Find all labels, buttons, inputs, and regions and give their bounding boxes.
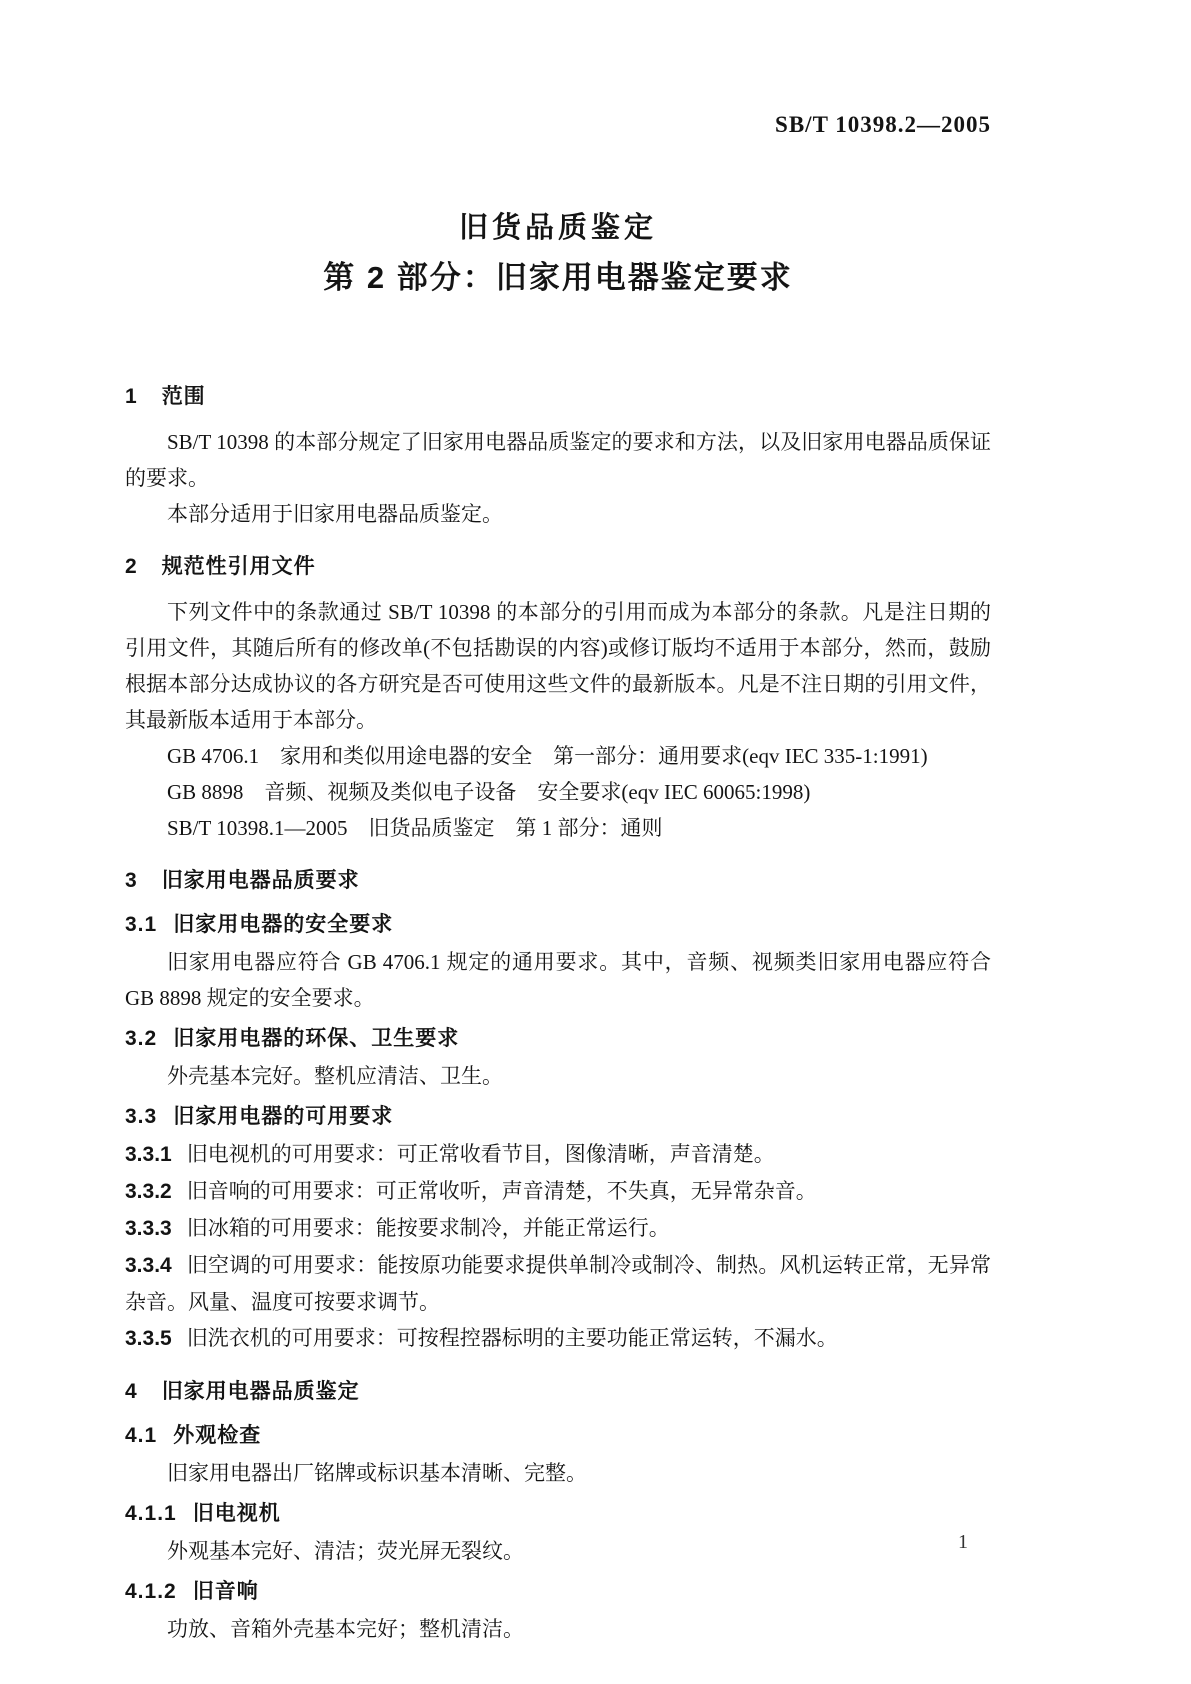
section-4-1-number: 4.1 [125,1424,158,1447]
clause-3-3-5-number: 3.3.5 [125,1327,172,1350]
section-1-label: 范围 [161,385,206,408]
section-3-1-heading [125,908,991,942]
section-3-2-label: 旧家用电器的环保、卫生要求 [173,1027,460,1050]
section-2-number: 2 [125,555,138,578]
section-3-3-label: 旧家用电器的可用要求 [173,1105,394,1128]
doc-title-line1: 旧货品质鉴定 [458,212,657,244]
section-3-2-number: 3.2 [125,1027,158,1050]
section-2-heading [125,550,991,584]
clause-3-3-5-text: 旧洗衣机的可用要求：可按程控器标明的主要功能正常运转，不漏水。 [186,1326,838,1350]
clause-3-3-1-number: 3.3.1 [125,1143,172,1166]
section-4-1-1-heading [125,1497,991,1531]
section-2-paragraph-1: 下列文件中的条款通过 SB/T 10398 的本部分的引用而成为本部分的条款。凡是注日期的引用文件，其随后所有的修改单(不包括勘误的内容)或修订版均不适用于本部分，然而，鼓励根据本部分达成协议的各方研究是否可使用这些文件的最新版本。凡是不注日期的引用文件，其最新版本适用于本部分。 [125,600,991,732]
clause-3-3-3-number: 3.3.3 [125,1217,172,1240]
doc-number: SB/T 10398.2—2005 [775,112,991,137]
section-4-1-1-number: 4.1.1 [125,1502,177,1525]
normative-reference-2: GB 8898 音频、视频及类似电子设备 安全要求(eqv IEC 60065:1998) [167,780,811,804]
section-1-paragraph-2: 本部分适用于旧家用电器品质鉴定。 [167,502,503,526]
section-3-label: 旧家用电器品质要求 [161,869,360,892]
clause-3-3-1 [125,1136,991,1173]
section-4-1-1-paragraph: 外观基本完好、清洁；荧光屏无裂纹。 [167,1539,524,1563]
section-2-label: 规范性引用文件 [161,555,316,578]
clause-3-3-5 [125,1320,991,1357]
section-4-1-label: 外观检查 [173,1424,262,1447]
section-3-2-paragraph: 外壳基本完好。整机应清洁、卫生。 [167,1064,503,1088]
section-3-1-paragraph: 旧家用电器应符合 GB 4706.1 规定的通用要求。其中，音频、视频类旧家用电器应符合 GB 8898 规定的安全要求。 [125,950,991,1010]
section-3-2-heading [125,1022,991,1056]
clause-3-3-4 [125,1247,991,1320]
section-4-1-2-number: 4.1.2 [125,1580,177,1603]
clause-3-3-2 [125,1173,991,1210]
section-1-heading [125,380,991,414]
page-number: 1 [958,1531,968,1553]
clause-3-3-1-text: 旧电视机的可用要求：可正常收看节目，图像清晰，声音清楚。 [186,1142,775,1166]
section-4-1-2-label: 旧音响 [192,1580,259,1603]
section-4-1-1-label: 旧电视机 [192,1502,281,1525]
clause-3-3-4-text: 旧空调的可用要求：能按原功能要求提供单制冷或制冷、制热。风机运转正常，无异常杂音。风量、温度可按要求调节。 [125,1253,991,1314]
section-4-number: 4 [125,1380,138,1403]
section-4-1-2-paragraph: 功放、音箱外壳基本完好；整机清洁。 [167,1617,524,1641]
clause-3-3-3 [125,1210,991,1247]
clause-3-3-3-text: 旧冰箱的可用要求：能按要求制冷，并能正常运行。 [186,1216,670,1240]
section-4-label: 旧家用电器品质鉴定 [161,1380,360,1403]
section-3-1-number: 3.1 [125,913,158,936]
normative-reference-3: SB/T 10398.1—2005 旧货品质鉴定 第 1 部分：通则 [167,816,663,840]
doc-title-line2: 第 2 部分：旧家用电器鉴定要求 [323,260,793,295]
section-3-heading [125,864,991,898]
section-3-3-heading [125,1100,991,1134]
section-4-heading [125,1375,991,1409]
clause-3-3-2-number: 3.3.2 [125,1180,172,1203]
section-4-1-paragraph: 旧家用电器出厂铭牌或标识基本清晰、完整。 [167,1461,587,1485]
section-1-number: 1 [125,385,138,408]
section-4-1-heading [125,1419,991,1453]
section-4-1-2-heading [125,1575,991,1609]
section-3-1-label: 旧家用电器的安全要求 [173,913,394,936]
section-3-number: 3 [125,869,138,892]
section-1-paragraph-1: SB/T 10398 的本部分规定了旧家用电器品质鉴定的要求和方法，以及旧家用电器品质保证的要求。 [125,430,991,490]
clause-3-3-2-text: 旧音响的可用要求：可正常收听，声音清楚，不失真，无异常杂音。 [186,1179,817,1203]
section-3-3-number: 3.3 [125,1105,158,1128]
clause-3-3-4-number: 3.3.4 [125,1254,172,1277]
normative-reference-1: GB 4706.1 家用和类似用途电器的安全 第一部分：通用要求(eqv IEC 335-1:1991) [167,744,928,768]
